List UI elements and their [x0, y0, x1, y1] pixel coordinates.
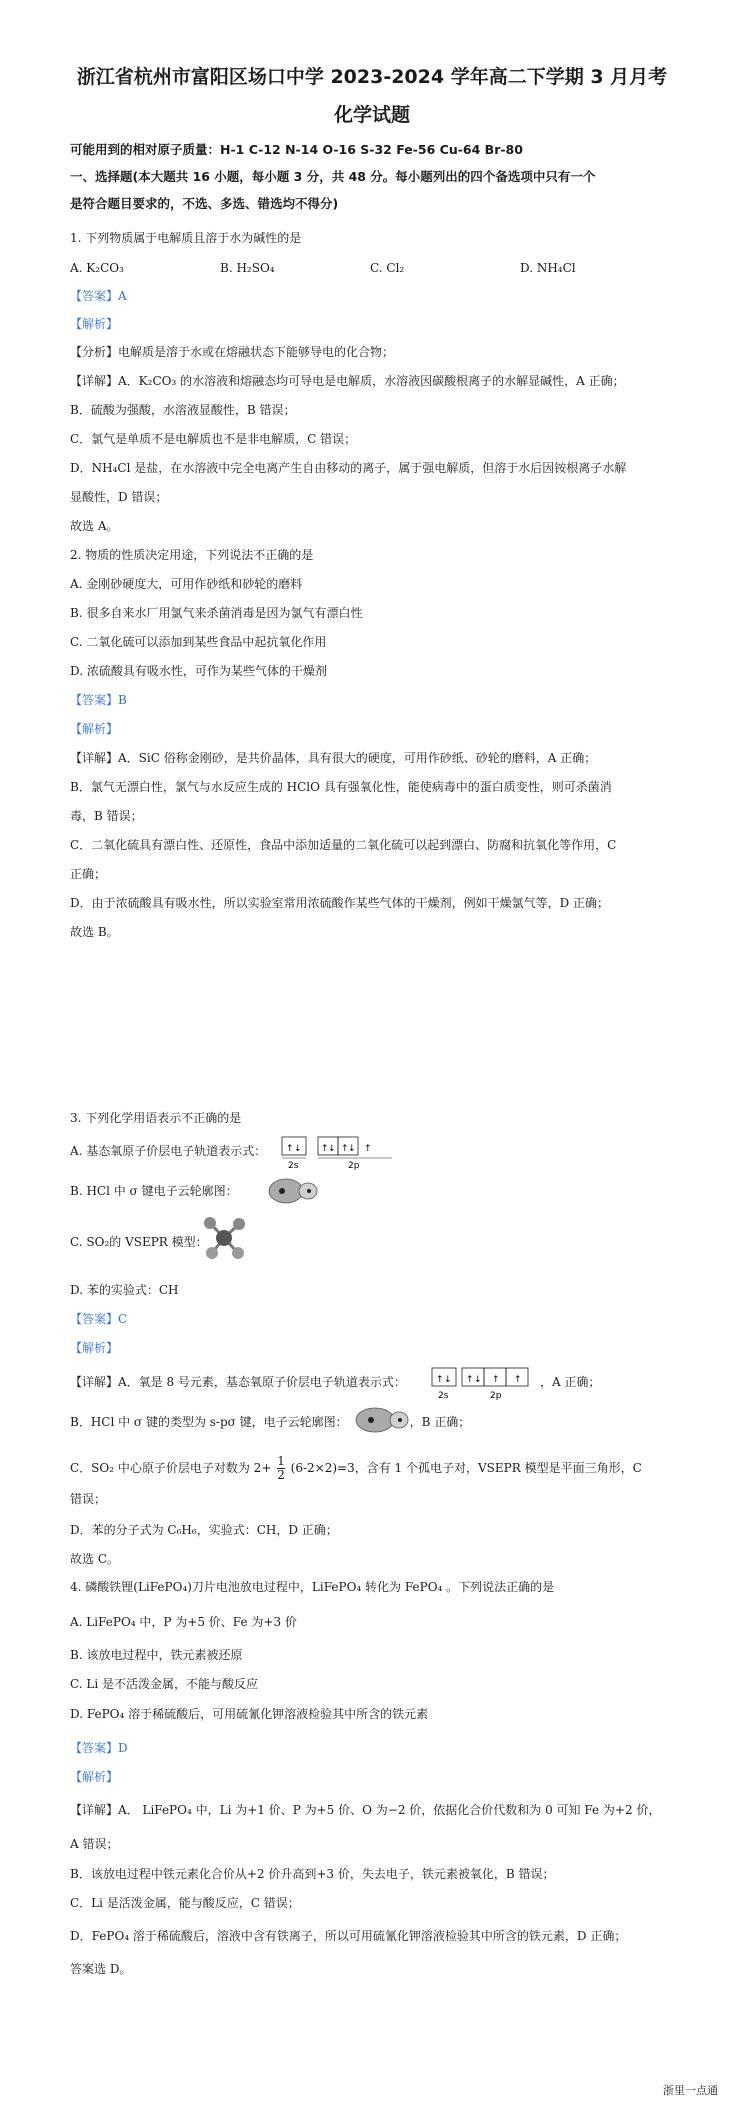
q4-option-a: A. LiFePO₄ 中，P 为+5 价、Fe 为+3 价 — [70, 1615, 297, 1629]
q4-option-d: D. FePO₄ 溶于稀硫酸后，可用硫氰化钾溶液检验其中所含的铁元素 — [70, 1707, 429, 1721]
q3-option-d: D. 苯的实验式：CH — [70, 1283, 179, 1297]
q4-analysis-label: 【解析】 — [70, 1770, 119, 1784]
svg-text:↑: ↑ — [286, 1144, 294, 1154]
q2-option-d: D. 浓硫酸具有吸水性，可作为某些气体的干燥剂 — [70, 664, 327, 678]
q3-explanation-c: C．SO₂ 中心原子价层电子对数为 2+ $\frac{1}{2}$ (6-2×2)=3，含有 1 个孤电子对，VSEPR 模型是平面三角形，C — [70, 1454, 642, 1482]
orbital-label-2p: 2p — [490, 1391, 502, 1401]
q1-explanation: 显酸性，D 错误； — [70, 490, 168, 504]
q3-explanation-d: D．苯的分子式为 C₆H₆，实验式：CH，D 正确； — [70, 1523, 338, 1537]
q2-explanation: 正确； — [70, 867, 107, 881]
exam-title: 浙江省杭州市富阳区场口中学 2023-2024 学年高二下学期 3 月月考 — [76, 66, 668, 88]
q1-explanation: C．氯气是单质不是电解质也不是非电解质，C 错误； — [70, 432, 357, 446]
svg-text:↑: ↑ — [436, 1375, 444, 1385]
orbital-label-2p: 2p — [348, 1161, 360, 1171]
q3-explanation-a: 【详解】A．氧是 8 号元素，基态氧原子价层电子轨道表示式： ，A 正确； — [70, 1375, 601, 1389]
q4-explanation: C．Li 是活泼金属，能与酸反应，C 错误； — [70, 1896, 300, 1910]
q2-stem: 2. 物质的性质决定用途，下列说法不正确的是 — [70, 548, 314, 562]
q4-stem: 4. 磷酸铁锂(LiFePO₄)刀片电池放电过程中，LiFePO₄ 转化为 FePO₄ 。下列说法正确的是 — [70, 1580, 555, 1594]
q1-explanation: D．NH₄Cl 是盐，在水溶液中完全电离产生自由移动的离子，属于强电解质，但溶于水后因铵根离子水解 — [70, 461, 627, 475]
q4-answer: 【答案】D — [70, 1741, 128, 1755]
q2-option-c: C. 二氧化硫可以添加到某些食品中起抗氧化作用 — [70, 635, 327, 649]
orbital-label-2s: 2s — [438, 1391, 449, 1401]
orbital-label-2s: 2s — [288, 1161, 299, 1171]
svg-text:↑: ↑ — [514, 1375, 522, 1385]
q3-answer: 【答案】C — [70, 1312, 128, 1326]
q2-option-a: A. 金刚砂硬度大，可用作砂纸和砂轮的磨料 — [70, 577, 303, 591]
svg-text:↓: ↓ — [474, 1375, 482, 1385]
q1-stem: 1. 下列物质属于电解质且溶于水为碱性的是 — [70, 231, 302, 245]
q4-explanation: D．FePO₄ 溶于稀硫酸后，溶液中含有铁离子，所以可用硫氰化钾溶液检验其中所含的铁元素，D 正确； — [70, 1929, 627, 1943]
q1-option-d: D. NH₄Cl — [520, 261, 576, 275]
vsepr-model-icon — [201, 1215, 247, 1261]
q2-explanation: C．二氧化硫具有漂白性、还原性，食品中添加适量的二氧化硫可以起到漂白、防腐和抗氧化等作用，C — [70, 838, 617, 852]
q4-option-c: C. Li 是不活泼金属，不能与酸反应 — [70, 1677, 259, 1691]
q3-option-a: A. 基态氧原子价层电子轨道表示式： — [70, 1144, 267, 1158]
section-heading: 一、选择题(本大题共 16 小题，每小题 3 分，共 48 分。每小题列出的四个备选项中只有一个 — [70, 169, 596, 184]
orbital-diagram-answer — [432, 1365, 562, 1401]
q1-option-c: C. Cl₂ — [370, 261, 405, 275]
q4-explanation: 【详解】A． LiFePO₄ 中，Li 为+1 价、P 为+5 价、O 为−2 价，依据化合价代数和为 0 可知 Fe 为+2 价， — [70, 1803, 661, 1817]
q2-explanation: 【详解】A．SiC 俗称金刚砂，是共价晶体，具有很大的硬度，可用作砂纸、砂轮的磨料，A 正确； — [70, 751, 597, 765]
svg-text:↓: ↓ — [444, 1375, 452, 1385]
section-heading-cont: 是符合题目要求的，不选、多选、错选均不得分) — [70, 196, 339, 211]
sigma-bond-cloud-icon — [268, 1176, 324, 1206]
q3-analysis-label: 【解析】 — [70, 1341, 119, 1355]
q1-explanation: B．硫酸为强酸，水溶液显酸性，B 错误； — [70, 403, 296, 417]
atomic-masses: 可能用到的相对原子质量：H-1 C-12 N-14 O-16 S-32 Fe-56 Cu-64 Br-80 — [70, 142, 523, 157]
q1-option-b: B. H₂SO₄ — [220, 261, 275, 275]
svg-text:↑: ↑ — [341, 1144, 349, 1154]
q2-option-b: B. 很多自来水厂用氯气来杀菌消毒是因为氯气有漂白性 — [70, 606, 363, 620]
orbital-diagram-option-a — [282, 1134, 402, 1170]
q1-explanation: 【分析】电解质是溶于水或在熔融状态下能够导电的化合物； — [70, 345, 395, 359]
footer-watermark: 浙里一点通 — [663, 2084, 718, 2097]
svg-text:↓: ↓ — [348, 1144, 356, 1154]
q3-explanation-c-cont: 错误； — [70, 1492, 107, 1506]
q3-option-b: B. HCl 中 σ 键电子云轮廓图： — [70, 1184, 238, 1198]
q4-explanation: B．该放电过程中铁元素化合价从+2 价升高到+3 价，失去电子，铁元素被氧化，B 错误； — [70, 1867, 555, 1881]
q3-stem: 3. 下列化学用语表示不正确的是 — [70, 1111, 242, 1125]
svg-text:↑: ↑ — [321, 1144, 329, 1154]
q3-conclusion: 故选 C。 — [70, 1552, 119, 1566]
fraction: $\frac{1}{2}$ — [277, 1454, 285, 1482]
q4-conclusion: 答案选 D。 — [70, 1962, 132, 1976]
sigma-bond-cloud-icon — [355, 1405, 411, 1435]
svg-text:↑: ↑ — [364, 1144, 372, 1154]
q1-answer: 【答案】A — [70, 289, 127, 303]
q2-analysis-label: 【解析】 — [70, 722, 119, 736]
exam-subtitle: 化学试题 — [333, 104, 410, 126]
svg-text:↓: ↓ — [328, 1144, 336, 1154]
q2-explanation: B．氯气无漂白性，氯气与水反应生成的 HClO 具有强氧化性，能使病毒中的蛋白质变性，则可杀菌消 — [70, 780, 612, 794]
svg-text:↑: ↑ — [466, 1375, 474, 1385]
svg-text:↑: ↑ — [492, 1375, 500, 1385]
q2-explanation: 毒，B 错误； — [70, 809, 143, 823]
q2-conclusion: 故选 B。 — [70, 925, 119, 939]
q3-explanation-b: B．HCl 中 σ 键的类型为 s-pσ 键，电子云轮廓图： ，B 正确； — [70, 1415, 471, 1429]
q3-option-c: C. SO₂的 VSEPR 模型： — [70, 1235, 208, 1249]
q2-explanation: D．由于浓硫酸具有吸水性，所以实验室常用浓硫酸作某些气体的干燥剂，例如干燥氯气等，D 正确； — [70, 896, 610, 910]
q1-option-a: A. K₂CO₃ — [70, 261, 124, 275]
q4-option-b: B. 该放电过程中，铁元素被还原 — [70, 1648, 243, 1662]
q1-explanation: 【详解】A．K₂CO₃ 的水溶液和熔融态均可导电是电解质，水溶液因碳酸根离子的水解显碱性，A 正确； — [70, 374, 625, 388]
q1-conclusion: 故选 A。 — [70, 519, 119, 533]
q1-analysis-label: 【解析】 — [70, 317, 119, 331]
q2-answer: 【答案】B — [70, 693, 127, 707]
svg-text:↓: ↓ — [294, 1144, 302, 1154]
q4-explanation: A 错误； — [70, 1837, 119, 1851]
